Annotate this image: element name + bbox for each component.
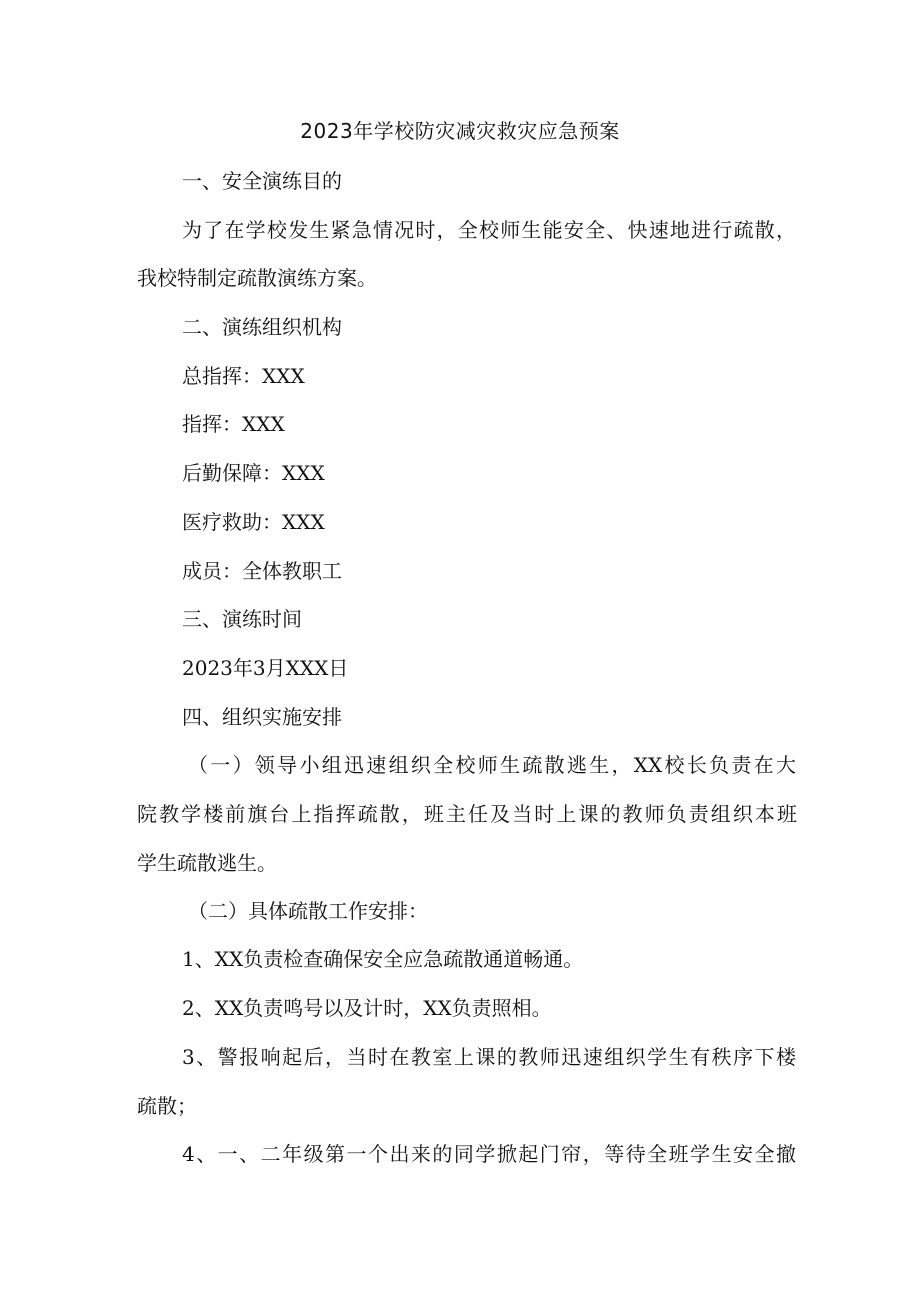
paragraph-line: 院教学楼前旗台上指挥疏散，班主任及当时上课的教师负责组织本班 bbox=[137, 802, 797, 826]
paragraph-line: 学生疏散逃生。 bbox=[137, 851, 277, 875]
org-item: 医疗救助：XXX bbox=[182, 510, 325, 534]
drill-date: 2023年3月XXX日 bbox=[182, 656, 349, 680]
list-item-continuation: 疏散； bbox=[137, 1094, 197, 1118]
paragraph-line: 我校特制定疏散演练方案。 bbox=[137, 266, 377, 290]
paragraph-line: 为了在学校发生紧急情况时，全校师生能安全、快速地进行疏散， bbox=[182, 218, 796, 242]
org-item: 成员：全体教职工 bbox=[182, 559, 342, 583]
section-heading-2: 二、演练组织机构 bbox=[182, 315, 342, 339]
section-heading-4: 四、组织实施安排 bbox=[182, 705, 342, 729]
list-item: 4、一、二年级第一个出来的同学掀起门帘，等待全班学生安全撤 bbox=[182, 1142, 796, 1166]
sub-heading: （二）具体疏散工作安排： bbox=[188, 899, 428, 923]
list-item: 1、XX负责检查确保安全应急疏散通道畅通。 bbox=[182, 947, 584, 971]
list-item: 3、警报响起后，当时在教室上课的教师迅速组织学生有秩序下楼 bbox=[182, 1045, 796, 1069]
org-item: 总指挥：XXX bbox=[182, 364, 305, 388]
paragraph-line: （一）领导小组迅速组织全校师生疏散逃生，XX校长负责在大 bbox=[188, 753, 796, 777]
org-item: 后勤保障：XXX bbox=[182, 461, 325, 485]
list-item: 2、XX负责鸣号以及计时，XX负责照相。 bbox=[182, 996, 552, 1020]
section-heading-3: 三、演练时间 bbox=[182, 607, 302, 631]
org-item: 指挥：XXX bbox=[182, 412, 285, 436]
section-heading-1: 一、安全演练目的 bbox=[182, 169, 342, 193]
document-title: 2023年学校防灾减灾救灾应急预案 bbox=[300, 119, 620, 143]
